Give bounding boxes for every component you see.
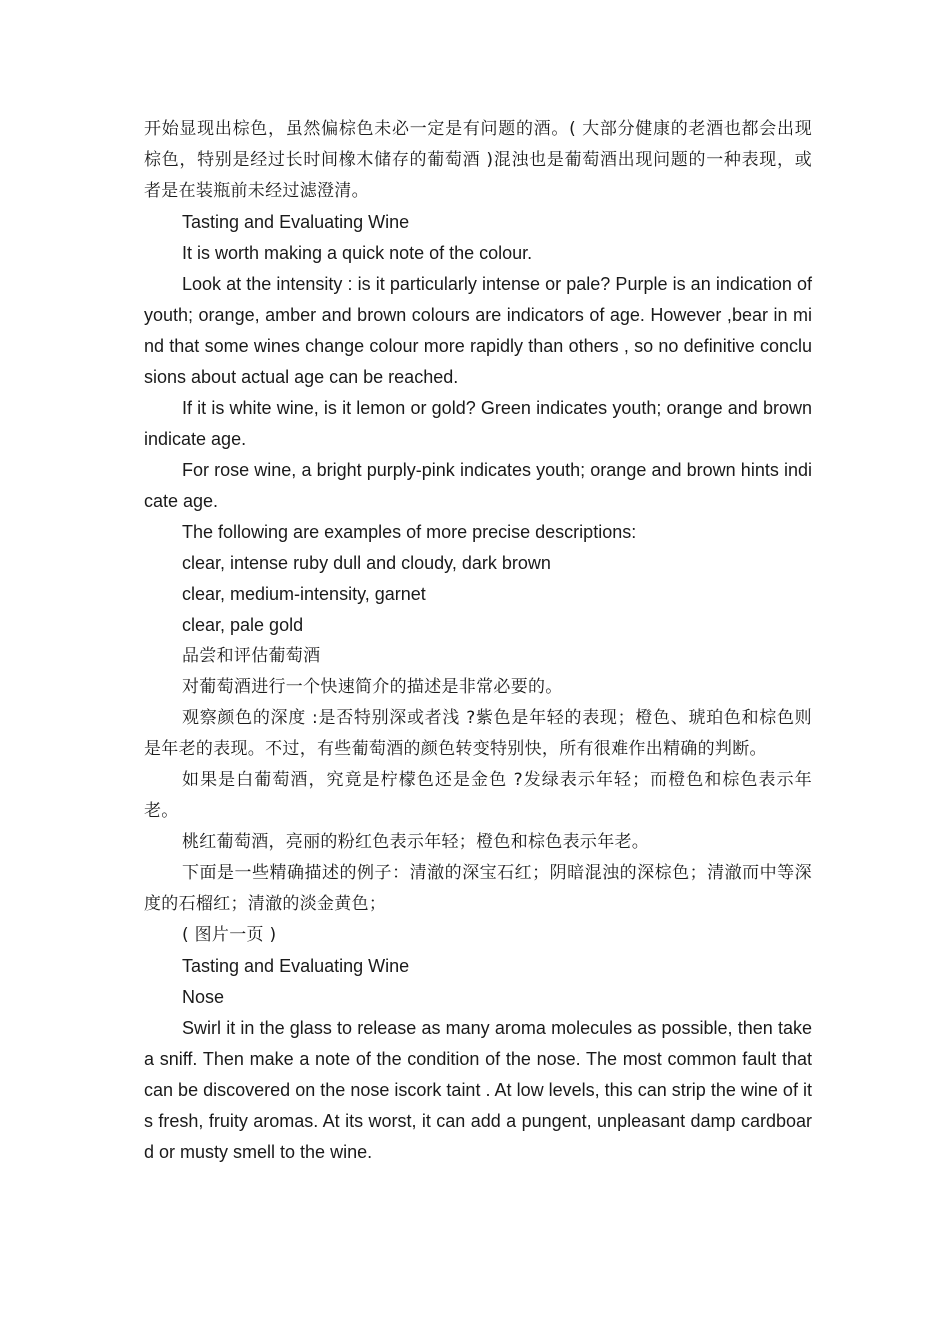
paragraph-examples-cn: 下面是一些精确描述的例子：清澈的深宝石红；阴暗混浊的深棕色；清澈而中等深度的石榴红；清澈的淡金黄色； bbox=[144, 863, 812, 914]
paragraph-colour-note-cn: 对葡萄酒进行一个快速简介的描述是非常必要的。 bbox=[182, 677, 563, 697]
document-body bbox=[144, 114, 812, 1168]
heading-tasting-evaluating-wine: Tasting and Evaluating Wine bbox=[182, 212, 410, 232]
paragraph-intensity: Look at the intensity : is it particularly intense or pale? Purple is an indication of youth; orange, amber and brown colours are indicators of age. However ,bear in mind that some wines change colour more rapidly than others , so no definitive conclusions about actual age can be reached. bbox=[144, 274, 812, 387]
paragraph-white-wine: If it is white wine, is it lemon or gold? Green indicates youth; orange and brown indicate age. bbox=[144, 398, 812, 449]
heading-tasting-evaluating-wine-cn: 品尝和评估葡萄酒 bbox=[182, 646, 321, 666]
paragraph-intensity-cn: 观察颜色的深度 :是否特别深或者浅 ?紫色是年轻的表现；橙色、琥珀色和棕色则是年老的表现。不过，有些葡萄酒的颜色转变特别快，所有很难作出精确的判断。 bbox=[144, 708, 812, 759]
subheading-nose: Nose bbox=[182, 987, 225, 1007]
paragraph-rose-wine-cn: 桃红葡萄酒，亮丽的粉红色表示年轻；橙色和棕色表示年老。 bbox=[182, 832, 650, 852]
paragraph-brown-colour-cn: 开始显现出棕色，虽然偏棕色未必一定是有问题的酒。( 大部分健康的老酒也都会出现棕色，特别是经过长时间橡木储存的葡萄酒 )混浊也是葡萄酒出现问题的一种表现，或者是在装瓶前未经过滤澄清。 bbox=[144, 119, 812, 201]
paragraph-colour-note: It is worth making a quick note of the colour. bbox=[182, 243, 533, 263]
paragraph-rose-wine: For rose wine, a bright purply-pink indicates youth; orange and brown hints indicate age. bbox=[144, 460, 812, 511]
example-item: clear, medium-intensity, garnet bbox=[182, 584, 426, 604]
paragraph-swirl-nose: Swirl it in the glass to release as many aroma molecules as possible, then take a sniff. Then make a note of the condition of the nose. The most common fault that can be discovered on the nose iscork taint . At low levels, this can strip the wine of its fresh, fruity aromas. At its worst, it can add a pungent, unpleasant damp cardboard or musty smell to the wine. bbox=[144, 1018, 812, 1162]
heading-tasting-evaluating-wine-2: Tasting and Evaluating Wine bbox=[182, 956, 410, 976]
example-item: clear, intense ruby dull and cloudy, dark brown bbox=[182, 553, 551, 573]
image-page-note: ( 图片一页 ) bbox=[182, 925, 277, 945]
example-item: clear, pale gold bbox=[182, 615, 304, 635]
paragraph-white-wine-cn: 如果是白葡萄酒，究竟是柠檬色还是金色 ?发绿表示年轻；而橙色和棕色表示年老。 bbox=[144, 770, 812, 821]
paragraph-examples-intro: The following are examples of more precise descriptions: bbox=[182, 522, 637, 542]
